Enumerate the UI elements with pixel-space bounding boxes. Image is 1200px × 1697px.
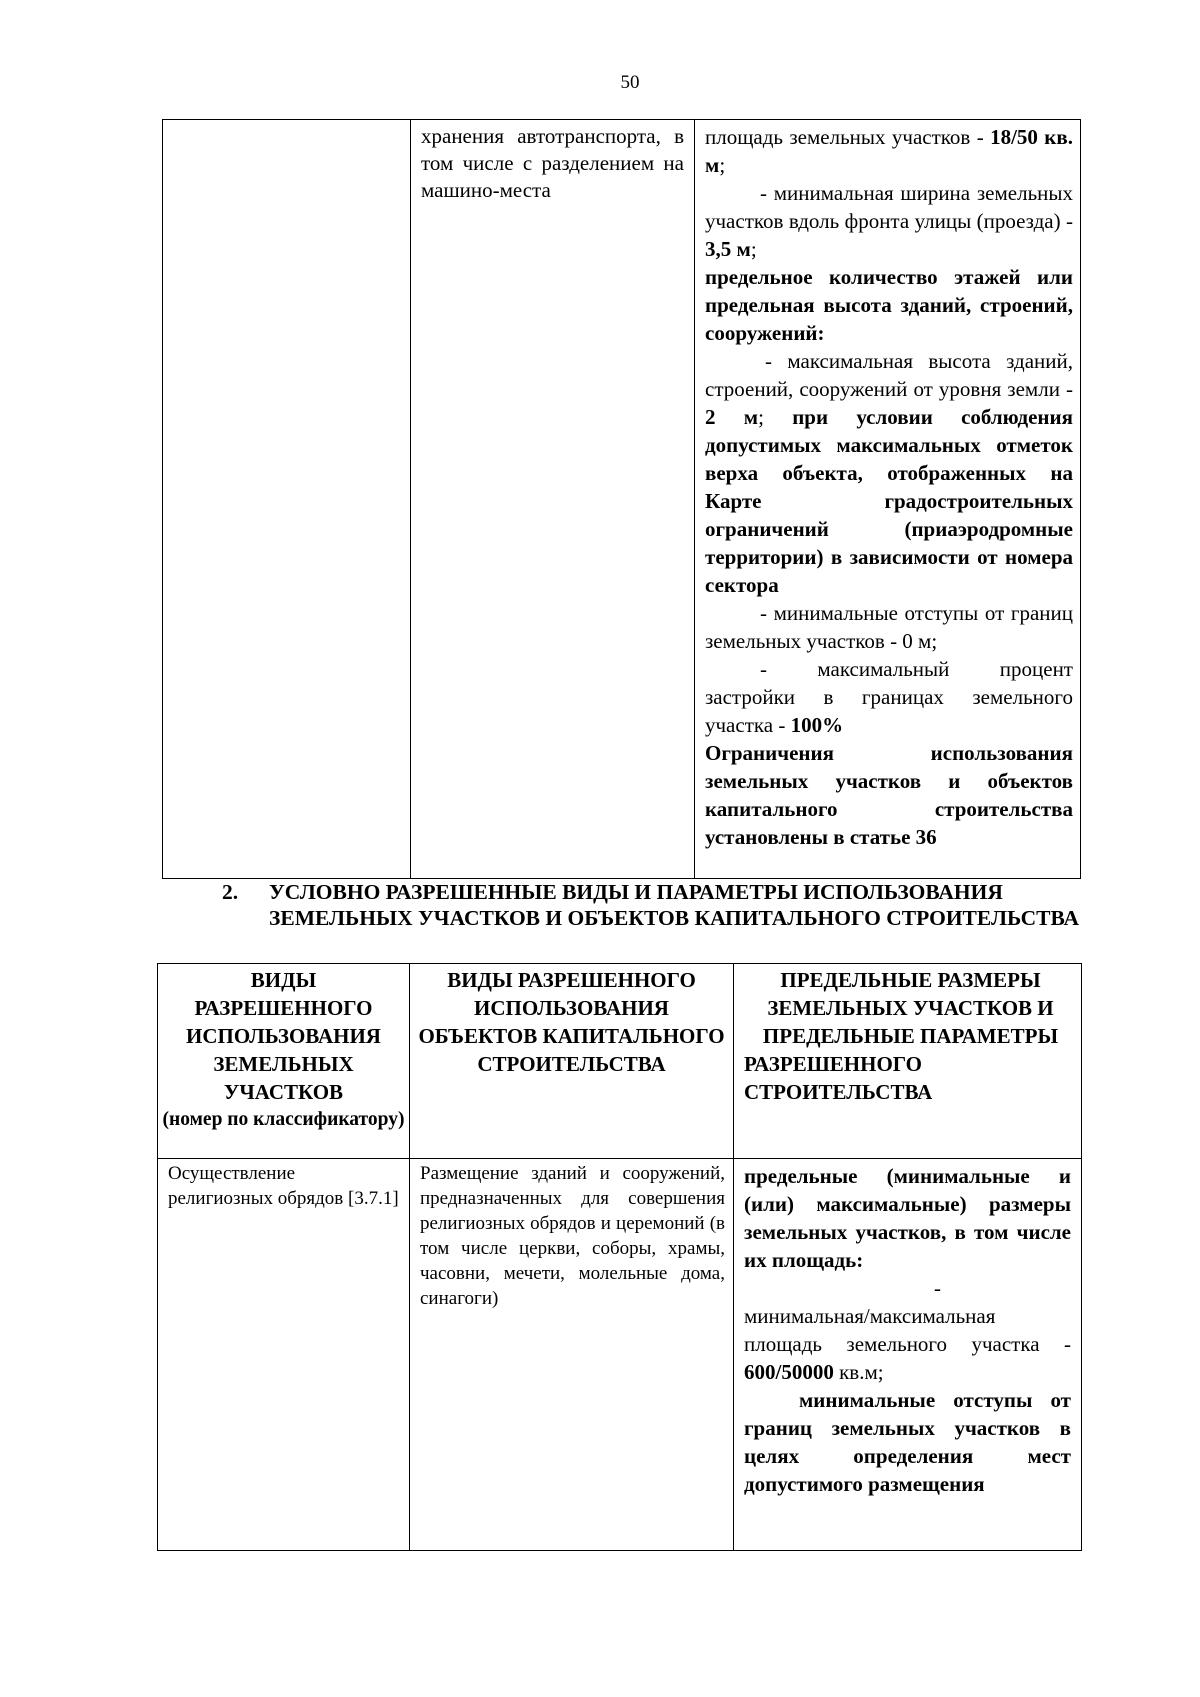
section-number: 2. xyxy=(222,880,239,904)
limits-size-heading: предельные (минимальные и (или) максимальные) размеры земельных участков, в том числе их площадь: xyxy=(744,1164,1071,1272)
param-restrictions: Ограничения использования земельных участков и объектов капитального строительства установлены в статье 36 xyxy=(705,741,1073,849)
object-use-text: Размещение зданий и сооружений, предназначенных для совершения религиозных обрядов и церемоний (в том числе церкви, соборы, храмы, часовни, мечети, молельные дома, синагоги) xyxy=(420,1163,725,1309)
limits-setbacks: минимальные отступы от границ земельных участков в целях определения мест допустимого размещения xyxy=(744,1388,1071,1496)
section-heading xyxy=(222,879,1082,931)
param-min-setback: - минимальные отступы от границ земельных участков - 0 м; xyxy=(705,601,1073,653)
header-limits: ПРЕДЕЛЬНЫЕ РАЗМЕРЫ ЗЕМЕЛЬНЫХ УЧАСТКОВ И ПРЕДЕЛЬНЫЕ ПАРАМЕТРЫ РАЗРЕШЕННОГО СТРОИТЕЛЬСТВА xyxy=(744,968,1059,1104)
continuation-table xyxy=(162,119,1081,879)
table-row xyxy=(158,1159,1082,1551)
limits-area: минимальная/максимальная площадь земельного участка - 600/50000 кв.м; xyxy=(744,1304,1071,1384)
conditional-uses-table xyxy=(157,963,1082,1551)
table-cell-empty xyxy=(163,120,411,879)
section-title: УСЛОВНО РАЗРЕШЕННЫЕ ВИДЫ И ПАРАМЕТРЫ ИСПОЛЬЗОВАНИЯ ЗЕМЕЛЬНЫХ УЧАСТКОВ И ОБЪЕКТОВ КАПИТАЛЬНОГО СТРОИТЕЛЬСТВА xyxy=(269,880,1080,930)
header-cell-object-use xyxy=(410,964,734,1159)
page-number: 50 xyxy=(620,72,640,93)
param-max-coverage: - максимальный процент застройки в границах земельного участка - 100% xyxy=(705,657,1073,737)
table-cell-object-use xyxy=(410,1159,734,1551)
use-type-text: хранения автотранспорта, в том числе с разделением на машино-места xyxy=(421,124,684,202)
header-land-use: ВИДЫ РАЗРЕШЕННОГО ИСПОЛЬЗОВАНИЯ ЗЕМЕЛЬНЫХ УЧАСТКОВ (номер по классификатору) xyxy=(162,968,405,1130)
param-min-width: - минимальная ширина земельных участков вдоль фронта улицы (проезда) - 3,5 м; xyxy=(705,181,1073,261)
header-object-use: ВИДЫ РАЗРЕШЕННОГО ИСПОЛЬЗОВАНИЯ ОБЪЕКТОВ КАПИТАЛЬНОГО СТРОИТЕЛЬСТВА xyxy=(418,968,725,1076)
param-area: площадь земельных участков - 18/50 кв. м; xyxy=(705,125,1073,177)
header-cell-limits xyxy=(734,964,1082,1159)
limits-text xyxy=(734,1159,1081,1498)
param-max-height: - максимальная высота зданий, строений, сооружений от уровня земли - 2 м; при условии соблюдения допустимых максимальных отметок верха объекта, отображенных на Карте градостроительных ограничений (приаэродромные территории) в зависимости от номера сектора xyxy=(705,349,1073,597)
header-cell-land-use xyxy=(158,964,410,1159)
table-cell-limits xyxy=(734,1159,1082,1551)
table-header-row xyxy=(158,964,1082,1159)
land-use-text: Осуществление религиозных обрядов [3.7.1] xyxy=(168,1163,399,1209)
table-cell-use-type xyxy=(411,120,695,879)
limits-dash: - xyxy=(934,1276,941,1300)
parameters-text xyxy=(695,120,1080,851)
table-cell-land-use xyxy=(158,1159,410,1551)
table-row xyxy=(163,120,1081,879)
param-floors-heading: предельное количество этажей или предельная высота зданий, строений, сооружений: xyxy=(705,265,1073,345)
table-cell-parameters xyxy=(695,120,1081,879)
